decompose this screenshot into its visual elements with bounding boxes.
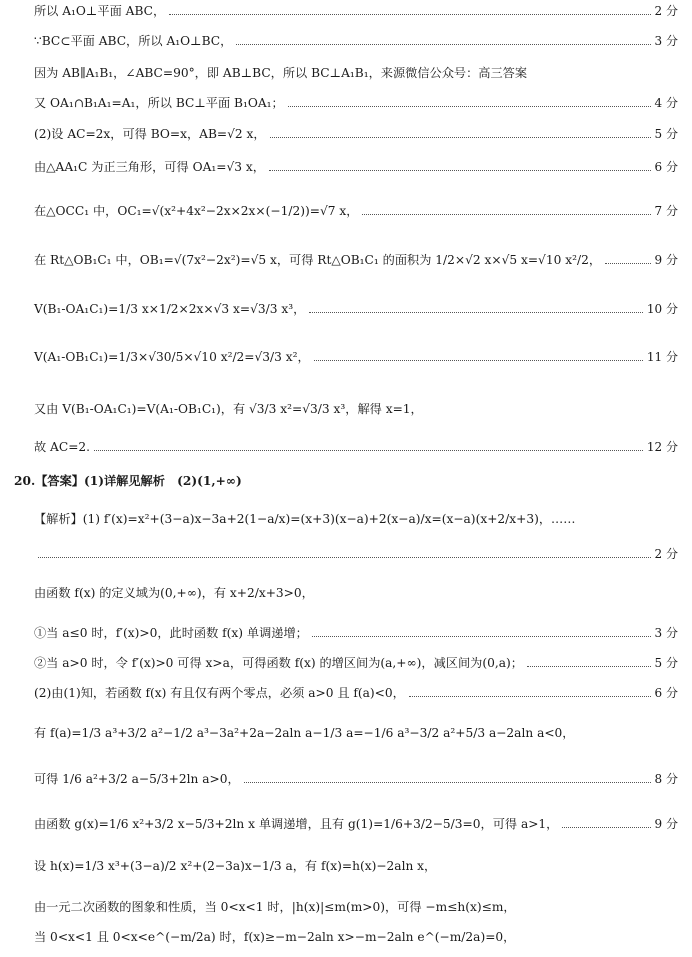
solution-line-5	[34, 127, 678, 141]
score-label: 6 分	[654, 686, 678, 700]
line-text: (2)由(1)知，若函数 f(x) 有且仅有两个零点，必须 a>0 且 f(a)<0，	[34, 686, 405, 700]
line-text: 所以 A₁O⊥平面 ABC，	[34, 4, 166, 18]
solution-line-17	[34, 626, 678, 640]
line-text: ①当 a≤0 时，f′(x)>0，此时函数 f(x) 单调递增；	[34, 626, 308, 640]
solution-line-7	[34, 204, 678, 218]
score-label: 7 分	[654, 204, 678, 218]
line-text: ∵BC⊂平面 ABC，所以 A₁O⊥BC，	[34, 34, 233, 48]
line-text: 故 AC=2.	[34, 440, 91, 454]
dot-leader	[362, 214, 650, 215]
line-text: 设 h(x)=1/3 x³+(3−a)/2 x²+(2−3a)x−1/3 a，有 f(x)=h(x)−2aln x，	[34, 859, 437, 873]
solution-line-10	[34, 350, 678, 364]
solution-line-15	[34, 547, 678, 561]
solution-line-25	[34, 930, 678, 944]
dot-leader	[605, 263, 651, 264]
line-text: ②当 a>0 时，令 f′(x)>0 可得 x>a，可得函数 f(x) 的增区间为(a,+∞)，减区间为(0,a)；	[34, 656, 523, 670]
dot-leader	[169, 14, 650, 15]
dot-leader	[269, 170, 651, 171]
solution-line-22	[34, 817, 678, 831]
line-text: 又由 V(B₁-OA₁C₁)=V(A₁-OB₁C₁)，有 √3/3 x²=√3/3 x³，解得 x=1，	[34, 402, 423, 416]
line-text: 可得 1/6 a²+3/2 a−5/3+2ln a>0，	[34, 772, 240, 786]
line-text: 由函数 g(x)=1/6 x²+3/2 x−5/3+2ln x 单调递增，且有 g(1)=1/6+3/2−5/3=0，可得 a>1，	[34, 817, 559, 831]
score-label: 5 分	[654, 656, 678, 670]
dot-leader	[244, 782, 651, 783]
solution-line-14	[34, 512, 678, 526]
dot-leader	[314, 360, 643, 361]
line-text: 在 Rt△OB₁C₁ 中，OB₁=√(7x²−2x²)=√5 x，可得 Rt△OB₁C₁ 的面积为 1/2×√2 x×√5 x=√10 x²/2，	[34, 253, 602, 267]
score-label: 10 分	[646, 302, 678, 316]
score-label: 8 分	[654, 772, 678, 786]
dot-leader	[527, 666, 651, 667]
score-label: 9 分	[654, 253, 678, 267]
dot-leader	[270, 137, 651, 138]
solution-line-3	[34, 66, 678, 80]
solution-line-18	[34, 656, 678, 670]
dot-leader	[409, 696, 651, 697]
line-text: V(B₁-OA₁C₁)=1/3 x×1/2×2x×√3 x=√3/3 x³，	[34, 302, 306, 316]
score-label: 4 分	[654, 96, 678, 110]
solution-line-6	[34, 160, 678, 174]
dot-leader	[288, 106, 651, 107]
solution-line-12	[34, 440, 678, 454]
score-label: 6 分	[654, 160, 678, 174]
line-text: 在△OCC₁ 中，OC₁=√(x²+4x²−2x×2x×(−1/2))=√7 x，	[34, 204, 359, 218]
solution-line-24	[34, 900, 678, 914]
score-label: 2 分	[654, 4, 678, 18]
score-label: 5 分	[654, 127, 678, 141]
dot-leader	[94, 450, 643, 451]
dot-leader	[38, 557, 651, 558]
line-text: 由函数 f(x) 的定义域为(0,+∞)，有 x+2/x+3>0，	[34, 586, 314, 600]
solution-line-9	[34, 302, 678, 316]
dot-leader	[562, 827, 650, 828]
line-text: 因为 AB∥A₁B₁，∠ABC=90°，即 AB⊥BC，所以 BC⊥A₁B₁，来源微信公众号：高三答案	[34, 66, 528, 80]
solution-line-20	[34, 726, 678, 740]
line-text: 【解析】(1) f′(x)=x²+(3−a)x−3a+2(1−a/x)=(x+3)(x−a)+2(x−a)/x=(x−a)(x+2/x+3)，……	[34, 512, 576, 526]
line-text: 有 f(a)=1/3 a³+3/2 a²−1/2 a³−3a²+2a−2aln a−1/3 a=−1/6 a³−3/2 a²+5/3 a−2aln a<0，	[34, 726, 575, 740]
solution-line-8	[34, 253, 678, 267]
dot-leader	[312, 636, 651, 637]
dot-leader	[236, 44, 650, 45]
answer-heading	[14, 474, 678, 488]
solution-line-1	[34, 4, 678, 18]
line-text: 又 OA₁∩B₁A₁=A₁，所以 BC⊥平面 B₁OA₁；	[34, 96, 284, 110]
solution-line-23	[34, 859, 678, 873]
line-text: 由△AA₁C 为正三角形，可得 OA₁=√3 x，	[34, 160, 265, 174]
solution-line-16	[34, 586, 678, 600]
solution-line-19	[34, 686, 678, 700]
line-text: (2)设 AC=2x，可得 BO=x，AB=√2 x，	[34, 127, 266, 141]
dot-leader	[309, 312, 643, 313]
score-label: 3 分	[654, 34, 678, 48]
solution-line-2	[34, 34, 678, 48]
solution-line-21	[34, 772, 678, 786]
score-label: 2 分	[654, 547, 678, 561]
solution-line-11	[34, 402, 678, 416]
line-text: V(A₁-OB₁C₁)=1/3×√30/5×√10 x²/2=√3/3 x²，	[34, 350, 310, 364]
score-label: 11 分	[646, 350, 678, 364]
solution-line-4	[34, 96, 678, 110]
line-text: 由一元二次函数的图象和性质，当 0<x<1 时，|h(x)|≤m(m>0)，可得 −m≤h(x)≤m，	[34, 900, 516, 914]
line-text: 20.【答案】(1)详解见解析 (2)(1,+∞)	[14, 474, 242, 488]
score-label: 3 分	[654, 626, 678, 640]
line-text: 当 0<x<1 且 0<x<e^(−m/2a) 时，f(x)≥−m−2aln x>−m−2aln e^(−m/2a)=0，	[34, 930, 516, 944]
score-label: 9 分	[654, 817, 678, 831]
score-label: 12 分	[646, 440, 678, 454]
